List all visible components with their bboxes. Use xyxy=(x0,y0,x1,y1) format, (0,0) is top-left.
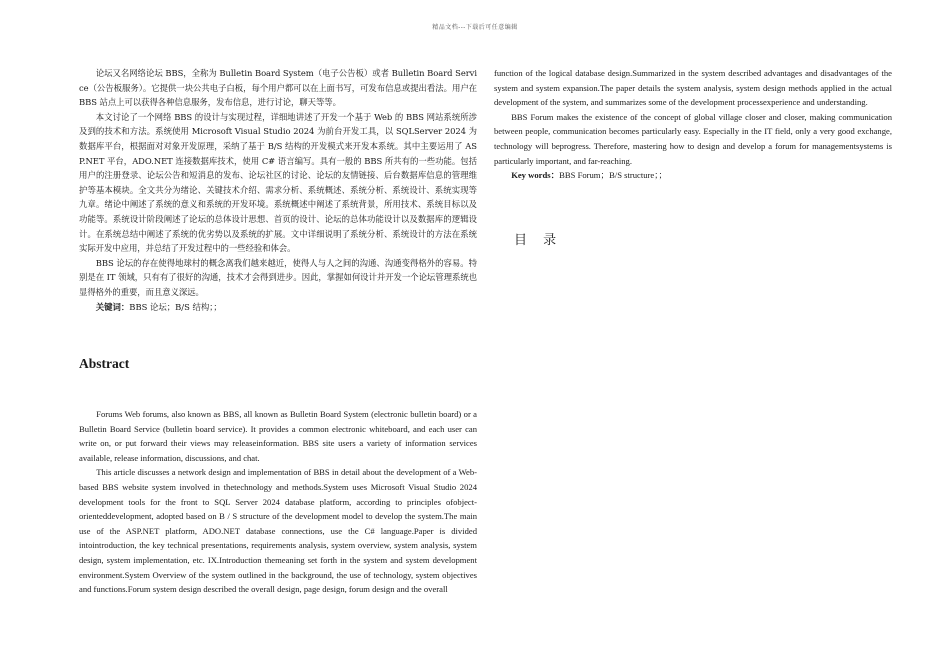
en-keywords xyxy=(494,168,892,183)
en-paragraph-2: This article discusses a network design and implementation of BBS in detail about the development of a Web-based BBS website system involved in thetechnology and methods.System uses Microsoft Visual Studio 2024 development tools for the front to SQL Server 2024 database platform, according to principles ofobject-orienteddevelopment, adopted based on B / S structure of the development model to develop the system.The main use of the ASP.NET platform, ADO.NET database connections, use the C# language.Paper is divided intointroduction, the key technical presentations, requirements analysis, system overview, system analysis, system design, system implementation, etc. IX.Introduction themeaning set forth in the system and system development environment.System Overview of the system outlined in the background, the use of technology, system objectives and functions.Forum system design described the overall design, page design, forum design and the overall xyxy=(79,467,477,595)
english-abstract xyxy=(79,407,477,597)
en-paragraph-2-continued: function of the logical database design.Summarized in the system described advantages and disadvantages of the system and system expansion.The paper details the system analysis, system design methods applied in the actual development of the system, and summarizes some of the development processexperience and understanding. xyxy=(494,68,892,108)
cn-keywords-value: BBS 论坛；B/S 结构；； xyxy=(129,301,222,312)
toc-title: 目 录 xyxy=(514,233,563,248)
cn-paragraph-3: BBS 论坛的存在使得地球村的概念离我们越来越近，使得人与人之间的沟通、沟通变得格外的容易。特别是在 IT 领域，只有有了很好的沟通，技术才会得到进步。因此，掌握如何设计并开发一个论坛管理系统也显得格外的重要，而且意义深远。 xyxy=(79,257,477,297)
page-header-note: 精品文档---下载后可任意编辑 xyxy=(432,24,518,31)
abstract-title: Abstract xyxy=(79,356,130,371)
cn-keywords-label: 关键词： xyxy=(95,301,130,312)
chinese-abstract xyxy=(79,66,477,314)
en-keywords-label: Key words： xyxy=(511,170,560,181)
cn-paragraph-2: 本文讨论了一个网络 BBS 的设计与实现过程，详细地讲述了开发一个基于 Web 的 BBS 网站系统所涉及到的技术和方法。系统使用 Microsoft Visual Studio 2024 为前台开发工具，以 SQLServer 2024 为数据库平台，根据面对对象开发原理，采纳了基于 B/S 结构的开发模式来开发本系统。其中主要运用了 ASP.NET 平台，ADO.NET 连接数据库技术，使用 C# 语言编写。具有一般的 BBS 所共有的一些功能。包括用户的注册登录、论坛公告和短消息的发布、论坛社区的讨论、论坛的友情链接、后台数据库信息的管理维护等基本模块。全文共分为绪论、关键技术介绍、需求分析、系统概述、系统分析、系统设计、系统实现等九章。绪论中阐述了系统的意义和系统的开发环境。系统概述中阐述了系统背景，所用技术、系统目标以及功能等。系统设计阶段阐述了论坛的总体设计思想、首页的设计、论坛的总体功能设计以及数据库的逻辑设计。在系统总结中阐述了系统的优劣势以及系统的扩展。文中详细说明了系统分析、系统设计的方法在系统实际开发中应用，并总结了开发过程中的一些经验和体会。 xyxy=(79,111,477,254)
en-paragraph-1: Forums Web forums, also known as BBS, all known as Bulletin Board System (electronic bulletin board) or a Bulletin Board Service (bulletin board service). It provides a common electronic whiteboard, and each user can write on, or put forward their views may releaseinformation. BBS site users a variety of information services available, release information, discussions, and chat. xyxy=(79,409,477,463)
cn-paragraph-1: 论坛又名网络论坛 BBS，全称为 Bulletin Board System（电子公告板）或者 Bulletin Board Service（公告板服务）。它提供一块公共电子白板，每个用户都可以在上面书写，可发布信息或提出看法。用户在 BBS 站点上可以获得各种信息服务，发布信息，进行讨论，聊天等等。 xyxy=(79,68,477,108)
en-paragraph-3: BBS Forum makes the existence of the concept of global village closer and closer, making communication between people, communication becomes particularly easy. Especially in the IT field, only a very good exchange, technology will beprogress. Therefore, mastering how to design and develop a forum for managementsystems is particularly important, and far-reaching. xyxy=(494,111,892,166)
cn-keywords xyxy=(79,300,477,315)
en-keywords-value: BBS Forum；B/S structure；； xyxy=(559,170,668,181)
english-abstract-continued xyxy=(494,66,892,183)
